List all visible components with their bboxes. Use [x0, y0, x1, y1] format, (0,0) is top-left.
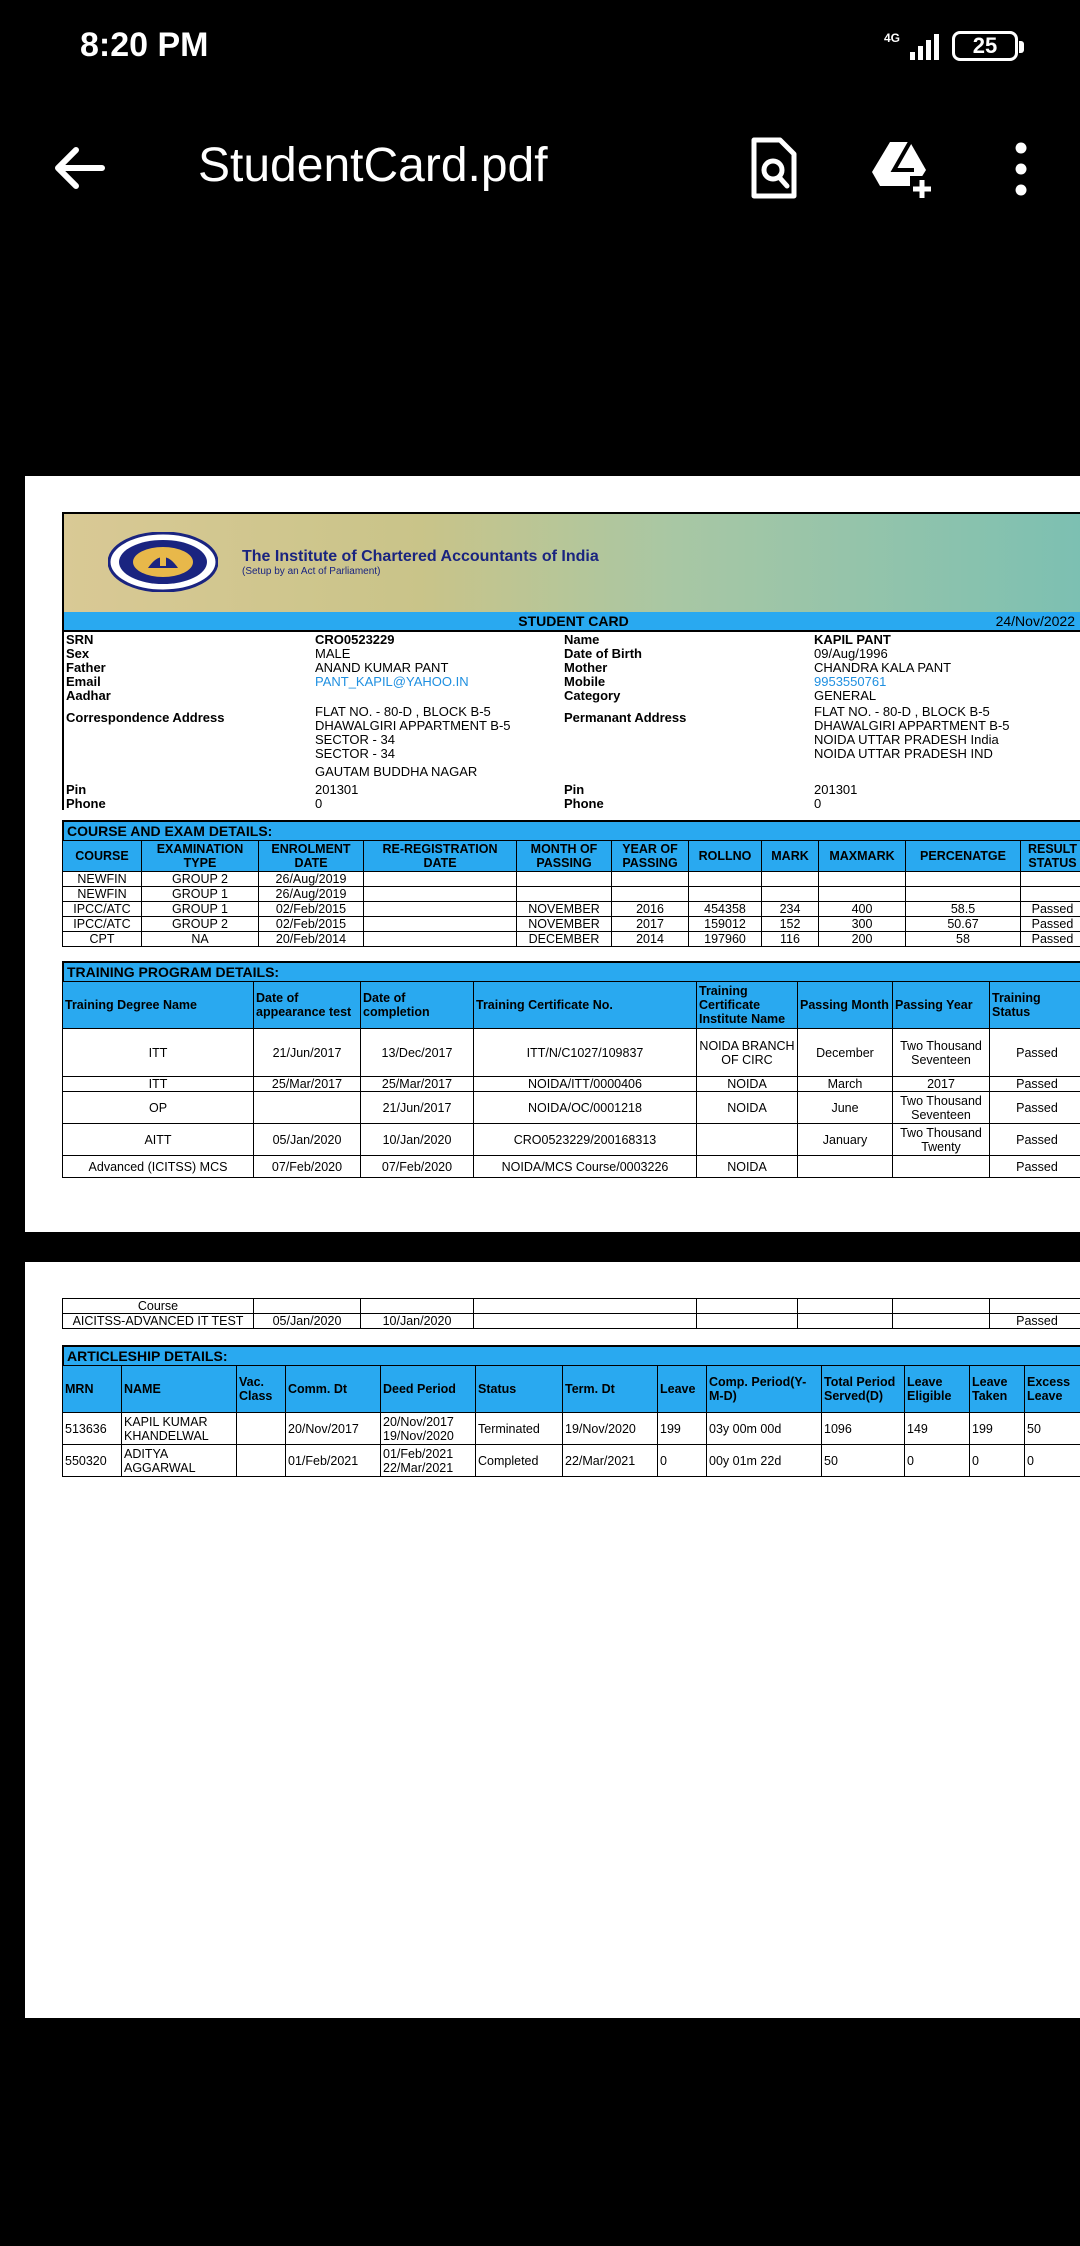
- course-header: MARK: [762, 841, 819, 872]
- articleship-cell: 0: [1025, 1445, 1080, 1477]
- articleship-header: Excess Leave: [1025, 1366, 1080, 1413]
- institute-subtitle: (Setup by an Act of Parliament): [242, 566, 381, 577]
- training-cell: [697, 1299, 798, 1314]
- card-title: STUDENT CARD: [518, 613, 629, 629]
- course-cell: IPCC/ATC: [63, 902, 142, 917]
- training-cell: [798, 1314, 893, 1329]
- card-title-bar: [62, 612, 1080, 632]
- course-cell: 454358: [689, 902, 762, 917]
- course-header: ENROLMENT DATE: [259, 841, 364, 872]
- course-cell: GROUP 2: [142, 917, 259, 932]
- training-cell: [893, 1156, 990, 1178]
- course-cell: GROUP 1: [142, 902, 259, 917]
- course-cell: [517, 872, 612, 887]
- articleship-cell: 20/Nov/2017 19/Nov/2020: [381, 1413, 476, 1445]
- course-row: [63, 917, 1080, 932]
- training-cell: [798, 1299, 893, 1314]
- training-cell: 05/Jan/2020: [254, 1124, 361, 1156]
- training-cell: 21/Jun/2017: [254, 1029, 361, 1077]
- articleship-cell: 20/Nov/2017: [286, 1413, 381, 1445]
- articleship-cell: Terminated: [476, 1413, 563, 1445]
- perm-address-line-4: NOIDA UTTAR PRADESH IND: [814, 746, 993, 761]
- pdf-page-2: [25, 1262, 1080, 2018]
- course-cell: [819, 872, 906, 887]
- articleship-header: Leave Taken: [970, 1366, 1025, 1413]
- training-cell: [893, 1299, 990, 1314]
- training-row: [63, 1299, 1080, 1314]
- mother-value: CHANDRA KALA PANT: [814, 660, 952, 675]
- articleship-cell: KAPIL KUMAR KHANDELWAL: [122, 1413, 237, 1445]
- label-aadhar: Aadhar: [66, 688, 111, 703]
- training-cell: ITT: [63, 1077, 254, 1092]
- training-cell: [361, 1299, 474, 1314]
- training-cell: [697, 1124, 798, 1156]
- articleship-cell: 199: [658, 1413, 707, 1445]
- articleship-header: MRN: [63, 1366, 122, 1413]
- pdf-page-1: [25, 476, 1080, 1232]
- articleship-cell: [237, 1445, 286, 1477]
- battery-icon: 25: [952, 31, 1018, 61]
- mobile-link[interactable]: 9953550761: [814, 674, 887, 689]
- training-header: Training Status: [990, 982, 1080, 1029]
- training-cell: CRO0523229/200168313: [474, 1124, 697, 1156]
- training-cell: OP: [63, 1092, 254, 1124]
- course-cell: 02/Feb/2015: [259, 902, 364, 917]
- corr-address-line-2: DHAWALGIRI APPARTMENT B-5: [315, 718, 511, 733]
- course-cell: [364, 932, 517, 947]
- course-cell: 2017: [612, 917, 689, 932]
- articleship-cell: [237, 1413, 286, 1445]
- training-cell: [474, 1299, 697, 1314]
- course-cell: 116: [762, 932, 819, 947]
- label-dob: Date of Birth: [564, 646, 642, 661]
- articleship-cell: 50: [822, 1445, 905, 1477]
- course-cell: [364, 872, 517, 887]
- course-cell: [364, 917, 517, 932]
- articleship-section-title: ARTICLESHIP DETAILS:: [62, 1345, 1080, 1365]
- corr-address-line-1: FLAT NO. - 80-D , BLOCK B-5: [315, 704, 491, 719]
- label-sex: Sex: [66, 646, 90, 661]
- file-title: StudentCard.pdf: [198, 139, 548, 192]
- training-header: Date of completion: [361, 982, 474, 1029]
- training-cell: ITT/N/C1027/109837: [474, 1029, 697, 1077]
- course-cell: [1021, 887, 1080, 902]
- articleship-header-row: [63, 1366, 1080, 1413]
- email-link[interactable]: PANT_KAPIL@YAHOO.IN: [315, 674, 469, 689]
- course-header: PERCENATGE: [906, 841, 1021, 872]
- training-cell: January: [798, 1124, 893, 1156]
- course-cell: [1021, 872, 1080, 887]
- icai-logo-icon: [108, 532, 218, 592]
- training-cell: [474, 1314, 697, 1329]
- course-cell: Passed: [1021, 932, 1080, 947]
- course-header: YEAR OF PASSING: [612, 841, 689, 872]
- course-cell: NOVEMBER: [517, 917, 612, 932]
- more-options-icon[interactable]: [988, 136, 1054, 202]
- course-cell: IPCC/ATC: [63, 917, 142, 932]
- training-row: [63, 1314, 1080, 1329]
- drive-add-icon[interactable]: [868, 136, 934, 202]
- training-cell: Two Thousand Seventeen: [893, 1029, 990, 1077]
- course-cell: 58: [906, 932, 1021, 947]
- course-cell: 234: [762, 902, 819, 917]
- training-section: [62, 961, 1080, 1178]
- perm-address-line-3: NOIDA UTTAR PRADESH India: [814, 732, 999, 747]
- training-cell: [893, 1314, 990, 1329]
- training-cell: June: [798, 1092, 893, 1124]
- articleship-cell: 1096: [822, 1413, 905, 1445]
- course-cell: [762, 872, 819, 887]
- training-cell: NOIDA: [697, 1077, 798, 1092]
- perm-address-line-1: FLAT NO. - 80-D , BLOCK B-5: [814, 704, 990, 719]
- training-cell: Advanced (ICITSS) MCS: [63, 1156, 254, 1178]
- training-cell: Passed: [990, 1124, 1080, 1156]
- course-row: [63, 872, 1080, 887]
- phone-value-2: 0: [814, 796, 822, 811]
- course-section: [62, 820, 1080, 947]
- student-info: [62, 632, 1080, 810]
- label-phone-2: Phone: [564, 796, 604, 811]
- course-cell: 159012: [689, 917, 762, 932]
- srn-value: CRO0523229: [315, 632, 395, 647]
- label-mother: Mother: [564, 660, 608, 675]
- course-cell: 200: [819, 932, 906, 947]
- training-cell: 13/Dec/2017: [361, 1029, 474, 1077]
- label-corr-address: Correspondence Address: [66, 710, 225, 725]
- training-cell: 10/Jan/2020: [361, 1124, 474, 1156]
- training-cell: Passed: [990, 1156, 1080, 1178]
- training-header: Passing Year: [893, 982, 990, 1029]
- training-cell: Passed: [990, 1314, 1080, 1329]
- course-cell: CPT: [63, 932, 142, 947]
- training-header-row: [63, 982, 1080, 1029]
- training-cell: 2017: [893, 1077, 990, 1092]
- articleship-header: Leave: [658, 1366, 707, 1413]
- training-row: [63, 1029, 1080, 1077]
- course-header: ROLLNO: [689, 841, 762, 872]
- training-row: [63, 1156, 1080, 1178]
- course-header: EXAMINATION TYPE: [142, 841, 259, 872]
- training-cell: 25/Mar/2017: [361, 1077, 474, 1092]
- status-time: 8:20 PM: [80, 26, 209, 64]
- signal-icon: [880, 30, 944, 62]
- course-cell: [517, 887, 612, 902]
- articleship-section: [62, 1345, 1080, 1477]
- articleship-header: Leave Eligible: [905, 1366, 970, 1413]
- course-header: RE-REGISTRATION DATE: [364, 841, 517, 872]
- course-cell: 300: [819, 917, 906, 932]
- course-row: [63, 887, 1080, 902]
- training-cell: 05/Jan/2020: [254, 1314, 361, 1329]
- course-cell: [689, 872, 762, 887]
- label-name: Name: [564, 632, 600, 647]
- articleship-cell: 513636: [63, 1413, 122, 1445]
- status-bar: [0, 0, 1080, 96]
- articleship-header: Total Period Served(D): [822, 1366, 905, 1413]
- course-cell: [612, 887, 689, 902]
- course-header: MONTH OF PASSING: [517, 841, 612, 872]
- training-cell: Two Thousand Seventeen: [893, 1092, 990, 1124]
- card-date: 24/Nov/2022: [995, 613, 1075, 629]
- label-pin: Pin: [66, 782, 87, 797]
- name-value: KAPIL PANT: [814, 632, 891, 647]
- label-father: Father: [66, 660, 106, 675]
- training-header: Passing Month: [798, 982, 893, 1029]
- training-cell: Two Thousand Twenty: [893, 1124, 990, 1156]
- label-pin-2: Pin: [564, 782, 585, 797]
- training-cell: 21/Jun/2017: [361, 1092, 474, 1124]
- training-cell: Passed: [990, 1029, 1080, 1077]
- label-email: Email: [66, 674, 101, 689]
- training-row: [63, 1077, 1080, 1092]
- training-cell: March: [798, 1077, 893, 1092]
- pin-value-2: 201301: [814, 782, 858, 797]
- course-cell: NEWFIN: [63, 872, 142, 887]
- corr-address-line-5: GAUTAM BUDDHA NAGAR: [315, 764, 478, 779]
- training-cell: NOIDA: [697, 1156, 798, 1178]
- label-srn: SRN: [66, 632, 94, 647]
- course-cell: NOVEMBER: [517, 902, 612, 917]
- course-cell: 2016: [612, 902, 689, 917]
- articleship-cell: 550320: [63, 1445, 122, 1477]
- training-section-title: TRAINING PROGRAM DETAILS:: [62, 961, 1080, 981]
- training-cell: 07/Feb/2020: [361, 1156, 474, 1178]
- training-cell: NOIDA/MCS Course/0003226: [474, 1156, 697, 1178]
- articleship-cell: 03y 00m 00d: [707, 1413, 822, 1445]
- articleship-header: Vac. Class: [237, 1366, 286, 1413]
- articleship-cell: 0: [658, 1445, 707, 1477]
- training-header: Date of appearance test: [254, 982, 361, 1029]
- training-table-continued: [62, 1298, 1080, 1329]
- training-cell: [697, 1314, 798, 1329]
- training-cell: ITT: [63, 1029, 254, 1077]
- course-cell: Passed: [1021, 902, 1080, 917]
- back-arrow-icon[interactable]: [50, 138, 110, 198]
- course-cell: 152: [762, 917, 819, 932]
- corr-address-line-3: SECTOR - 34: [315, 732, 395, 747]
- course-cell: [906, 872, 1021, 887]
- course-cell: 50.67: [906, 917, 1021, 932]
- training-cell: AITT: [63, 1124, 254, 1156]
- institute-name: The Institute of Chartered Accountants of India: [242, 548, 599, 565]
- articleship-header: Term. Dt: [563, 1366, 658, 1413]
- articleship-cell: 0: [970, 1445, 1025, 1477]
- course-cell: NA: [142, 932, 259, 947]
- course-cell: 400: [819, 902, 906, 917]
- training-cell: NOIDA/ITT/0000406: [474, 1077, 697, 1092]
- course-cell: [762, 887, 819, 902]
- course-cell: 2014: [612, 932, 689, 947]
- course-cell: [906, 887, 1021, 902]
- articleship-cell: Completed: [476, 1445, 563, 1477]
- app-toolbar: [0, 110, 1080, 220]
- articleship-cell: 22/Mar/2021: [563, 1445, 658, 1477]
- course-row: [63, 902, 1080, 917]
- training-cell: [990, 1299, 1080, 1314]
- training-cell: 10/Jan/2020: [361, 1314, 474, 1329]
- articleship-header: Deed Period: [381, 1366, 476, 1413]
- course-cell: [364, 902, 517, 917]
- label-category: Category: [564, 688, 621, 703]
- articleship-header: Status: [476, 1366, 563, 1413]
- articleship-cell: 149: [905, 1413, 970, 1445]
- course-row: [63, 932, 1080, 947]
- course-cell: 20/Feb/2014: [259, 932, 364, 947]
- corr-address-line-4: SECTOR - 34: [315, 746, 395, 761]
- training-header: Training Certificate Institute Name: [697, 982, 798, 1029]
- articleship-cell: 50: [1025, 1413, 1080, 1445]
- training-cell: Passed: [990, 1092, 1080, 1124]
- course-cell: NEWFIN: [63, 887, 142, 902]
- articleship-table: [62, 1365, 1080, 1477]
- father-value: ANAND KUMAR PANT: [315, 660, 449, 675]
- course-cell: [819, 887, 906, 902]
- course-cell: DECEMBER: [517, 932, 612, 947]
- training-cell: Passed: [990, 1077, 1080, 1092]
- training-header: Training Certificate No.: [474, 982, 697, 1029]
- course-cell: GROUP 1: [142, 887, 259, 902]
- training-table: [62, 981, 1080, 1178]
- course-cell: GROUP 2: [142, 872, 259, 887]
- training-cell: AICITSS-ADVANCED IT TEST: [63, 1314, 254, 1329]
- training-cell: 25/Mar/2017: [254, 1077, 361, 1092]
- institute-banner: [62, 512, 1080, 612]
- course-cell: 02/Feb/2015: [259, 917, 364, 932]
- articleship-cell: 01/Feb/2021: [286, 1445, 381, 1477]
- course-cell: 58.5: [906, 902, 1021, 917]
- network-label: 4G: [884, 31, 901, 45]
- label-perm-address: Permanant Address: [564, 710, 687, 725]
- training-cell: NOIDA: [697, 1092, 798, 1124]
- dob-value: 09/Aug/1996: [814, 646, 888, 661]
- training-cell: NOIDA BRANCH OF CIRC: [697, 1029, 798, 1077]
- course-table: [62, 840, 1080, 947]
- course-header: COURSE: [63, 841, 142, 872]
- articleship-header: NAME: [122, 1366, 237, 1413]
- student-card: [62, 512, 1080, 1178]
- search-document-icon[interactable]: [740, 136, 806, 202]
- course-cell: 197960: [689, 932, 762, 947]
- label-mobile: Mobile: [564, 674, 606, 689]
- training-cell: Course: [63, 1299, 254, 1314]
- articleship-cell: 0: [905, 1445, 970, 1477]
- course-cell: 26/Aug/2019: [259, 887, 364, 902]
- pin-value: 201301: [315, 782, 359, 797]
- articleship-cell: 01/Feb/2021 22/Mar/2021: [381, 1445, 476, 1477]
- training-header: Training Degree Name: [63, 982, 254, 1029]
- training-cell: NOIDA/OC/0001218: [474, 1092, 697, 1124]
- training-cell: December: [798, 1029, 893, 1077]
- training-row: [63, 1124, 1080, 1156]
- articleship-cell: 00y 01m 22d: [707, 1445, 822, 1477]
- label-phone: Phone: [66, 796, 106, 811]
- training-cell: [254, 1299, 361, 1314]
- course-section-title: COURSE AND EXAM DETAILS:: [62, 820, 1080, 840]
- articleship-row: [63, 1445, 1080, 1477]
- training-cell: [254, 1092, 361, 1124]
- articleship-cell: 199: [970, 1413, 1025, 1445]
- course-cell: 26/Aug/2019: [259, 872, 364, 887]
- category-value: GENERAL: [814, 688, 877, 703]
- course-header: MAXMARK: [819, 841, 906, 872]
- course-header: RESULT STATUS: [1021, 841, 1080, 872]
- training-row: [63, 1092, 1080, 1124]
- phone-value: 0: [315, 796, 323, 811]
- perm-address-line-2: DHAWALGIRI APPARTMENT B-5: [814, 718, 1010, 733]
- articleship-row: [63, 1413, 1080, 1445]
- course-cell: Passed: [1021, 917, 1080, 932]
- articleship-cell: 19/Nov/2020: [563, 1413, 658, 1445]
- articleship-header: Comp. Period(Y-M-D): [707, 1366, 822, 1413]
- articleship-cell: ADITYA AGGARWAL: [122, 1445, 237, 1477]
- student-card-continued: [62, 1298, 1080, 1477]
- course-cell: [364, 887, 517, 902]
- course-cell: [612, 872, 689, 887]
- articleship-header: Comm. Dt: [286, 1366, 381, 1413]
- sex-value: MALE: [315, 646, 351, 661]
- course-cell: [689, 887, 762, 902]
- training-cell: [798, 1156, 893, 1178]
- training-cell: 07/Feb/2020: [254, 1156, 361, 1178]
- course-header-row: [63, 841, 1080, 872]
